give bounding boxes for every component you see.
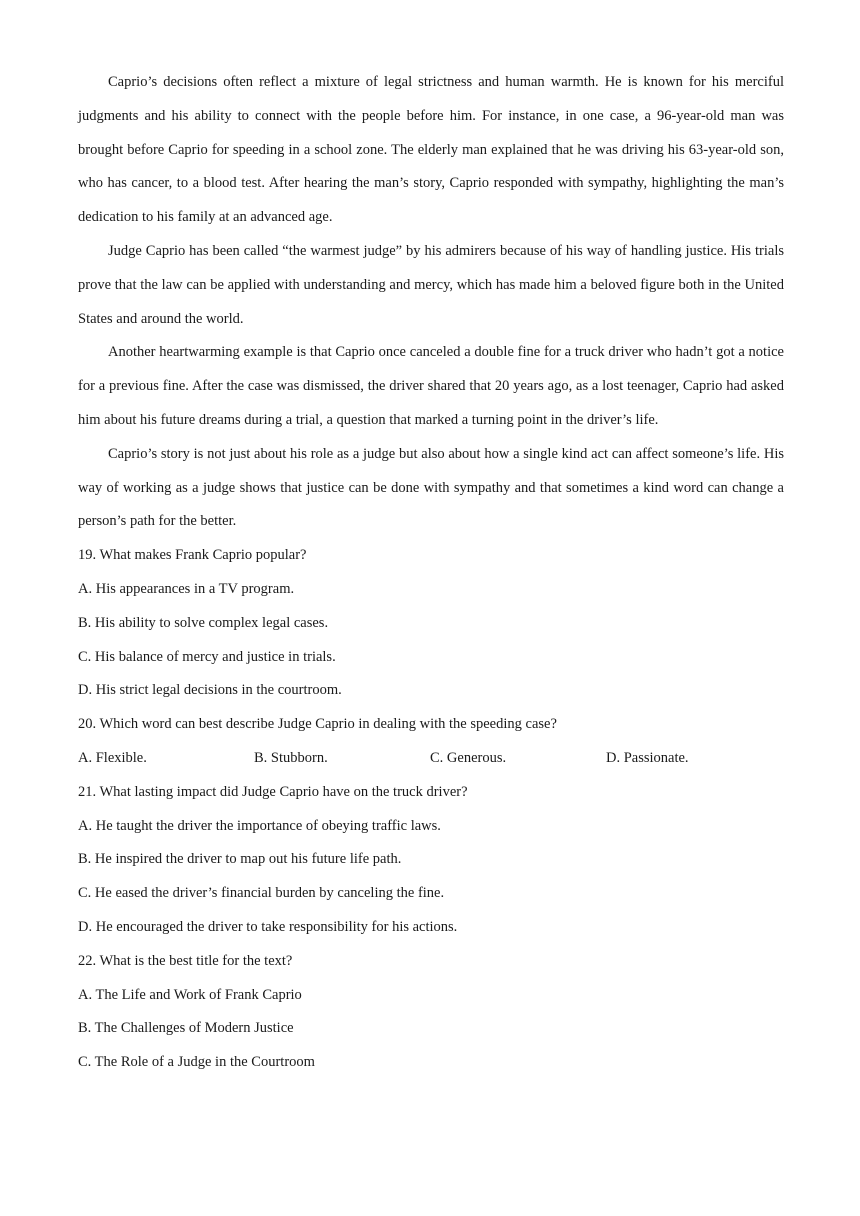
option-d: D. Passionate. xyxy=(606,749,689,766)
paragraph-3: Another heartwarming example is that Caprio once canceled a double fine for a truck driver who hadn’t got a notice for a previous fine. After the case was dismissed, the driver shared that 20 years ago, as a lost teenager, Caprio had asked him about his future dreams during a trial, a question that marked a turning point in the driver’s life. xyxy=(78,344,784,428)
question-20 xyxy=(78,708,784,776)
option-a: A. His appearances in a TV program. xyxy=(78,580,295,597)
document-page xyxy=(78,66,784,1080)
option-c: C. Generous. xyxy=(430,749,507,766)
option-c: C. The Role of a Judge in the Courtroom xyxy=(78,1054,315,1071)
question-text: 20. Which word can best describe Judge Caprio in dealing with the speeding case? xyxy=(78,716,557,733)
paragraph-4: Caprio’s story is not just about his role as a judge but also about how a single kind act can affect someone’s life. His way of working as a judge shows that justice can be done with sympathy and that sometimes a kind word can change a person’s path for the better. xyxy=(78,445,784,530)
question-text: 22. What is the best title for the text? xyxy=(78,952,293,969)
question-19 xyxy=(78,539,784,708)
question-22 xyxy=(78,945,784,1080)
option-c: C. His balance of mercy and justice in trials. xyxy=(78,648,336,665)
option-a: A. He taught the driver the importance of obeying traffic laws. xyxy=(78,817,441,834)
option-d: D. His strict legal decisions in the courtroom. xyxy=(78,682,342,699)
paragraph-2: Judge Caprio has been called “the warmest judge” by his admirers because of his way of handling justice. His trials prove that the law can be applied with understanding and mercy, which has made him a beloved figure both in the United States and around the world. xyxy=(78,242,784,327)
option-b: B. His ability to solve complex legal cases. xyxy=(78,614,329,631)
paragraph-1: Caprio’s decisions often reflect a mixture of legal strictness and human warmth. He is known for his merciful judgments and his ability to connect with the people before him. For instance, in one case, a 96-year-old man was brought before Caprio for speeding in a school zone. The elderly man explained that he was driving his 63-year-old son, who has cancer, to a blood test. After hearing the man’s story, Caprio responded with sympathy, highlighting the man’s dedication to his family at an advanced age. xyxy=(78,74,784,226)
option-b: B. Stubborn. xyxy=(254,749,328,766)
option-a: A. Flexible. xyxy=(78,749,147,766)
question-text: 21. What lasting impact did Judge Caprio have on the truck driver? xyxy=(78,783,468,800)
option-b: B. He inspired the driver to map out his future life path. xyxy=(78,851,402,868)
question-21 xyxy=(78,776,784,945)
option-b: B. The Challenges of Modern Justice xyxy=(78,1020,294,1037)
option-a: A. The Life and Work of Frank Caprio xyxy=(78,986,302,1003)
question-text: 19. What makes Frank Caprio popular? xyxy=(78,547,307,564)
option-c: C. He eased the driver’s financial burden by canceling the fine. xyxy=(78,885,445,902)
options-row xyxy=(78,742,784,776)
option-d: D. He encouraged the driver to take responsibility for his actions. xyxy=(78,918,458,935)
